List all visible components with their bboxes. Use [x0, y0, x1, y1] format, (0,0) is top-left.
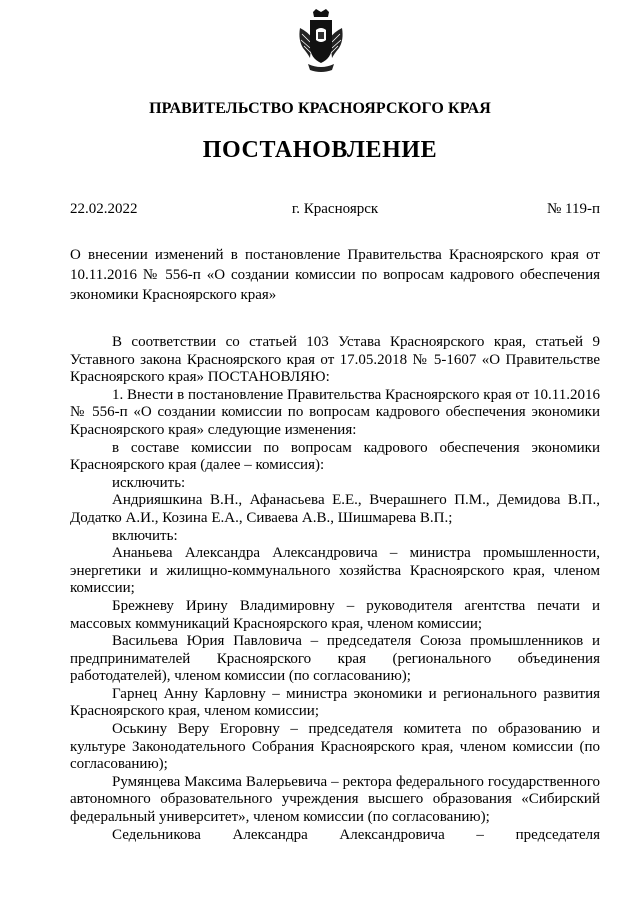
document-type-title: ПОСТАНОВЛЕНИЕ — [202, 137, 438, 163]
document-number: № 119-п — [546, 201, 600, 217]
paragraph: 1. Внести в постановление Правительства Красноярского края от 10.11.2016 № 556-п «О создании комиссии по вопросам кадрового обеспечения экономики Красноярского края» следующие изменения: — [70, 386, 600, 438]
paragraph: исключить: — [112, 474, 186, 491]
document-meta-row — [70, 199, 600, 219]
paragraph: Васильева Юрия Павловича – председателя Союза промышленников и предпринимателей Красноярского края (регионального объединения работодателей), членом комиссии (по согласованию); — [70, 633, 600, 685]
document-subject: О внесении изменений в постановление Правительства Красноярского края от 10.11.2016 № 556-п «О создании комиссии по вопросам кадрового обеспечения экономики Красноярского края» — [70, 247, 600, 303]
paragraph: Гарнец Анну Карловну – министра экономики и регионального развития Красноярского края, членом комиссии; — [70, 685, 600, 720]
paragraph: Румянцева Максима Валерьевича – ректора федерального государственного автономного образовательного учреждения высшего образования «Сибирский федеральный университет», членом комиссии (по согласованию); — [70, 773, 600, 826]
document-body — [70, 334, 600, 844]
paragraph: В соответствии со статьей 103 Устава Красноярского края, статьей 9 Уставного закона Красноярского края от 17.05.2018 № 5-1607 «О Правительстве Красноярского края» ПОСТАНОВЛЯЮ: — [70, 334, 600, 386]
paragraph: включить: — [112, 527, 178, 544]
government-title: ПРАВИТЕЛЬСТВО КРАСНОЯРСКОГО КРАЯ — [149, 100, 491, 117]
paragraph: Оськину Веру Егоровну – председателя комитета по образованию и культуре Законодательного Собрания Красноярского края, членом комиссии (по согласованию); — [70, 721, 600, 773]
paragraph: в составе комиссии по вопросам кадрового обеспечения экономики Красноярского края (далее – комиссия): — [70, 439, 600, 474]
paragraph: Седельникова Александра Александровича – председателя — [112, 826, 600, 843]
paragraph: Брежневу Ирину Владимировну – руководителя агентства печати и массовых коммуникаций Красноярского края, членом комиссии; — [70, 597, 600, 632]
coat-of-arms-emblem — [296, 8, 346, 76]
paragraph: Андрияшкина В.Н., Афанасьева Е.Е., Вчерашнего П.М., Демидова В.П., Додатко А.И., Козина Е.А., Сиваева А.В., Шишмарева В.П.; — [70, 492, 600, 526]
paragraph: Ананьева Александра Александровича – министра промышленности, энергетики и жилищно-коммунального хозяйства Красноярского края, членом комиссии; — [70, 545, 600, 597]
document-city: г. Красноярск — [291, 201, 379, 217]
document-date: 22.02.2022 — [70, 201, 138, 217]
